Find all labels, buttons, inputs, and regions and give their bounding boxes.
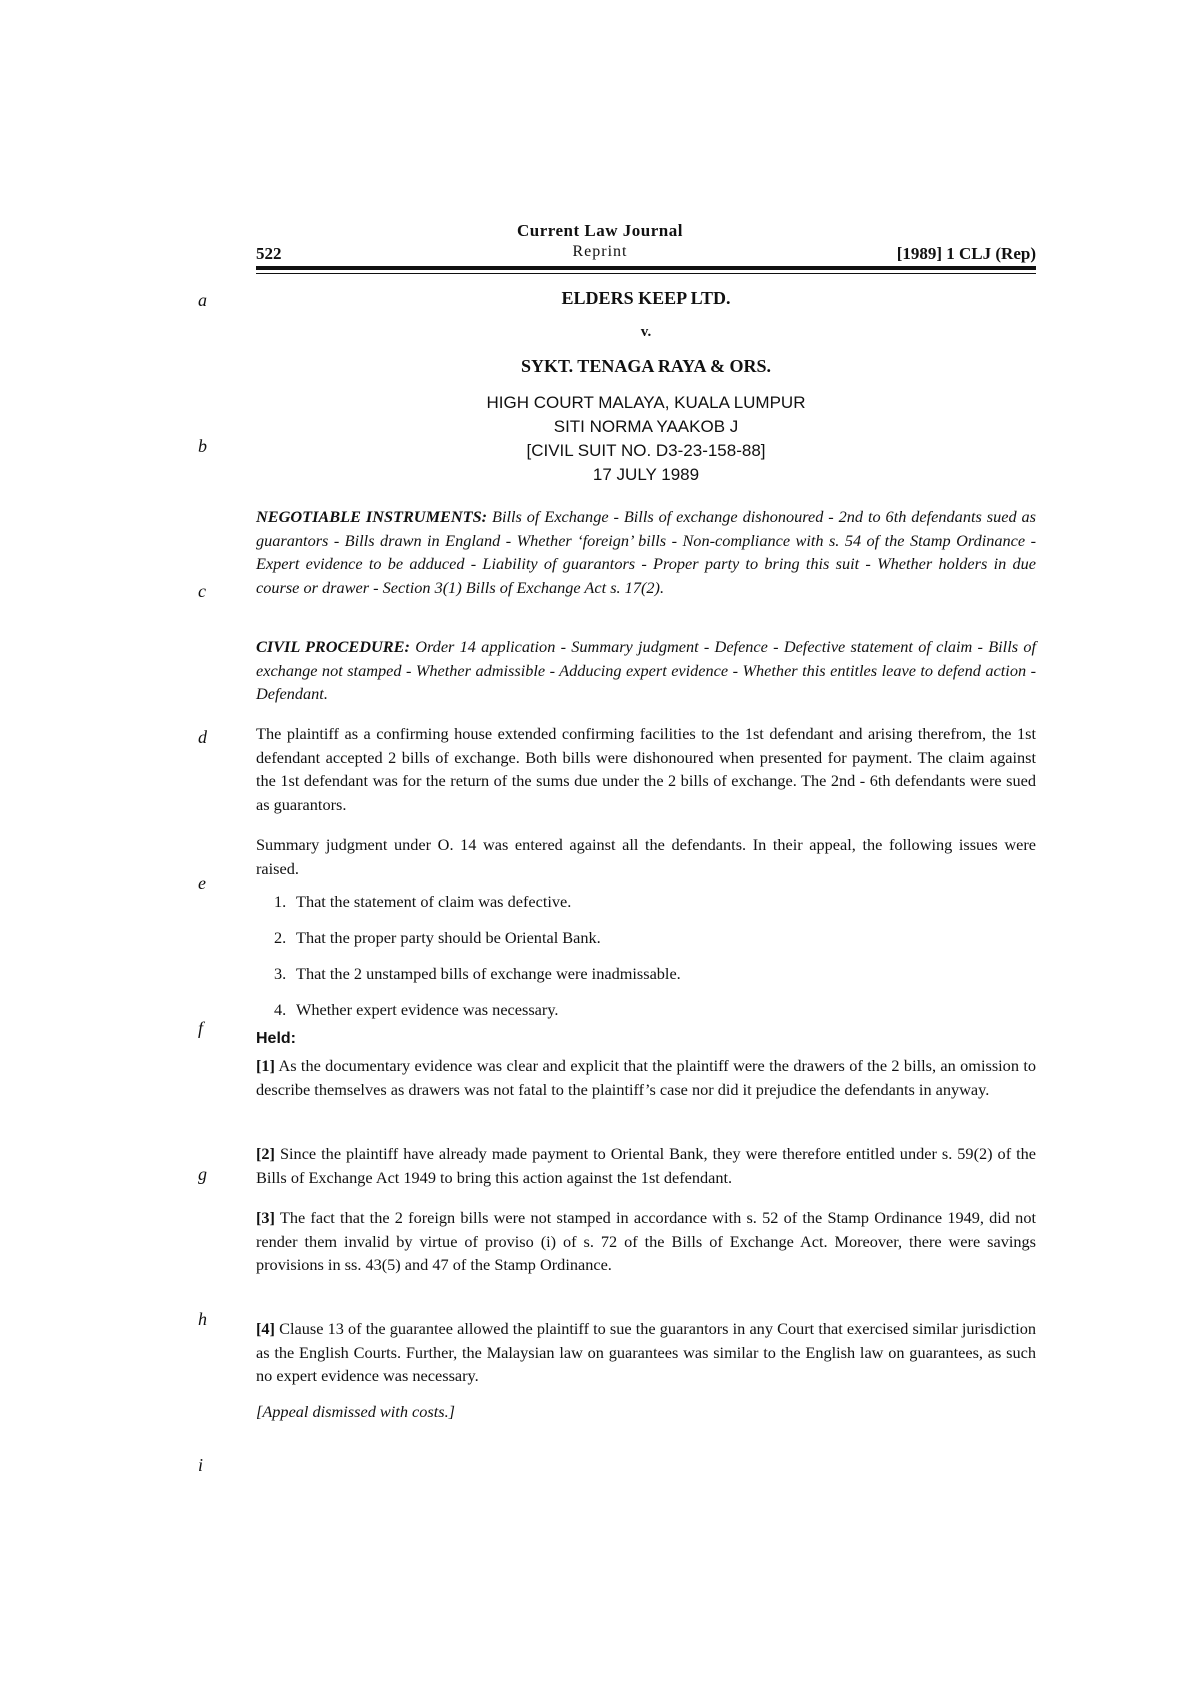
- margin-mark-a: a: [198, 290, 207, 310]
- held-number: [3]: [256, 1208, 275, 1227]
- held-label: Held:: [256, 1030, 296, 1047]
- held-paragraph: [256, 1054, 1036, 1101]
- issue-text: Whether expert evidence was necessary.: [296, 1000, 559, 1019]
- margin-mark-d: d: [198, 727, 207, 747]
- issue-text: That the statement of claim was defective.: [296, 892, 572, 911]
- held-paragraph: [256, 1142, 1036, 1189]
- judge-name: SITI NORMA YAAKOB J: [553, 417, 739, 436]
- journal-subtitle: Reprint: [572, 243, 628, 260]
- held-paragraph: [256, 1206, 1036, 1277]
- court-name: HIGH COURT MALAYA, KUALA LUMPUR: [486, 393, 806, 412]
- header-rule: [256, 266, 1036, 270]
- plaintiff-name: ELDERS KEEP LTD.: [561, 288, 731, 308]
- issue-item: [274, 1000, 558, 1020]
- issue-item: [274, 964, 681, 984]
- margin-mark-i: i: [198, 1455, 204, 1475]
- header-rule-thin: [256, 273, 1036, 274]
- held-paragraph: [256, 1317, 1036, 1388]
- margin-mark-f: f: [198, 1018, 204, 1038]
- issue-text: That the proper party should be Oriental Bank.: [296, 928, 601, 947]
- issue-number: 4.: [274, 1000, 287, 1019]
- held-number: [2]: [256, 1144, 275, 1163]
- facts-paragraph: Summary judgment under O. 14 was entered against all the defendants. In their appeal, the following issues were raised.: [256, 835, 1036, 878]
- held-text: Clause 13 of the guarantee allowed the plaintiff to sue the guarantors in any Court that exercised similar jurisdiction as the English Courts. Further, the Malaysian law on guarantees was similar to the English law on guarantees, as such no expert evidence was necessary.: [256, 1319, 1036, 1385]
- issue-number: 2.: [274, 928, 287, 947]
- issue-number: 3.: [274, 964, 287, 983]
- catchwords-civil-procedure: [256, 635, 1036, 706]
- held-text: As the documentary evidence was clear and explicit that the plaintiff were the drawers of the 2 bills, an omission to describe themselves as drawers was not fatal to the plaintiff’s case nor did it prejudice the defendants in anyway.: [256, 1056, 1036, 1099]
- held-text: Since the plaintiff have already made payment to Oriental Bank, they were therefore entitled under s. 59(2) of the Bills of Exchange Act 1949 to bring this action against the 1st defendant.: [256, 1144, 1036, 1187]
- margin-mark-h: h: [198, 1309, 207, 1329]
- suit-number: [CIVIL SUIT NO. D3-23-158-88]: [526, 441, 766, 460]
- margin-mark-e: e: [198, 873, 206, 893]
- versus: v.: [640, 324, 652, 340]
- held-number: [4]: [256, 1319, 275, 1338]
- issue-text: That the 2 unstamped bills of exchange were inadmissable.: [296, 964, 681, 983]
- catchword-heading: CIVIL PROCEDURE:: [256, 637, 410, 656]
- page-number: 522: [256, 244, 282, 263]
- issue-item: [274, 892, 571, 912]
- margin-mark-g: g: [198, 1164, 207, 1184]
- margin-mark-c: c: [198, 581, 206, 601]
- disposition: [Appeal dismissed with costs.]: [256, 1402, 456, 1421]
- citation: [1989] 1 CLJ (Rep): [896, 244, 1036, 263]
- held-number: [1]: [256, 1056, 275, 1075]
- issue-item: [274, 928, 601, 948]
- held-text: The fact that the 2 foreign bills were not stamped in accordance with s. 52 of the Stamp Ordinance 1949, did not render them invalid by virtue of proviso (i) of s. 72 of the Bills of Exchange Act. Moreover, there were savings provisions in ss. 43(5) and 47 of the Stamp Ordinance.: [256, 1208, 1036, 1274]
- catchword-heading: NEGOTIABLE INSTRUMENTS:: [256, 507, 488, 526]
- issue-number: 1.: [274, 892, 287, 911]
- catchwords-negotiable-instruments: [256, 505, 1036, 599]
- defendant-names: SYKT. TENAGA RAYA & ORS.: [520, 356, 772, 376]
- judgment-date: 17 JULY 1989: [592, 465, 700, 484]
- facts-paragraph: The plaintiff as a confirming house extended confirming facilities to the 1st defendant and arising therefrom, the 1st defendant accepted 2 bills of exchange. Both bills were dishonoured when presented for payment. The claim against the 1st defendant was for the return of the sums due under the 2 bills of exchange. The 2nd - 6th defendants were sued as guarantors.: [256, 724, 1036, 814]
- catchword-text: Order 14 application - Summary judgment - Defence - Defective statement of claim - Bills of exchange not stamped - Whether admissible - Adducing expert evidence - Whether this entitles leave to defend action - Defendant.: [256, 637, 1036, 703]
- journal-title: Current Law Journal: [517, 221, 683, 240]
- margin-mark-b: b: [198, 436, 207, 456]
- catchword-text: Bills of Exchange - Bills of exchange dishonoured - 2nd to 6th defendants sued as guarantors - Bills drawn in England - Whether ‘foreign’ bills - Non-compliance with s. 54 of the Stamp Ordinance - Expert evidence to be adduced - Liability of guarantors - Proper party to bring this suit - Whether holders in due course or drawer - Section 3(1) Bills of Exchange Act s. 17(2).: [256, 507, 1036, 597]
